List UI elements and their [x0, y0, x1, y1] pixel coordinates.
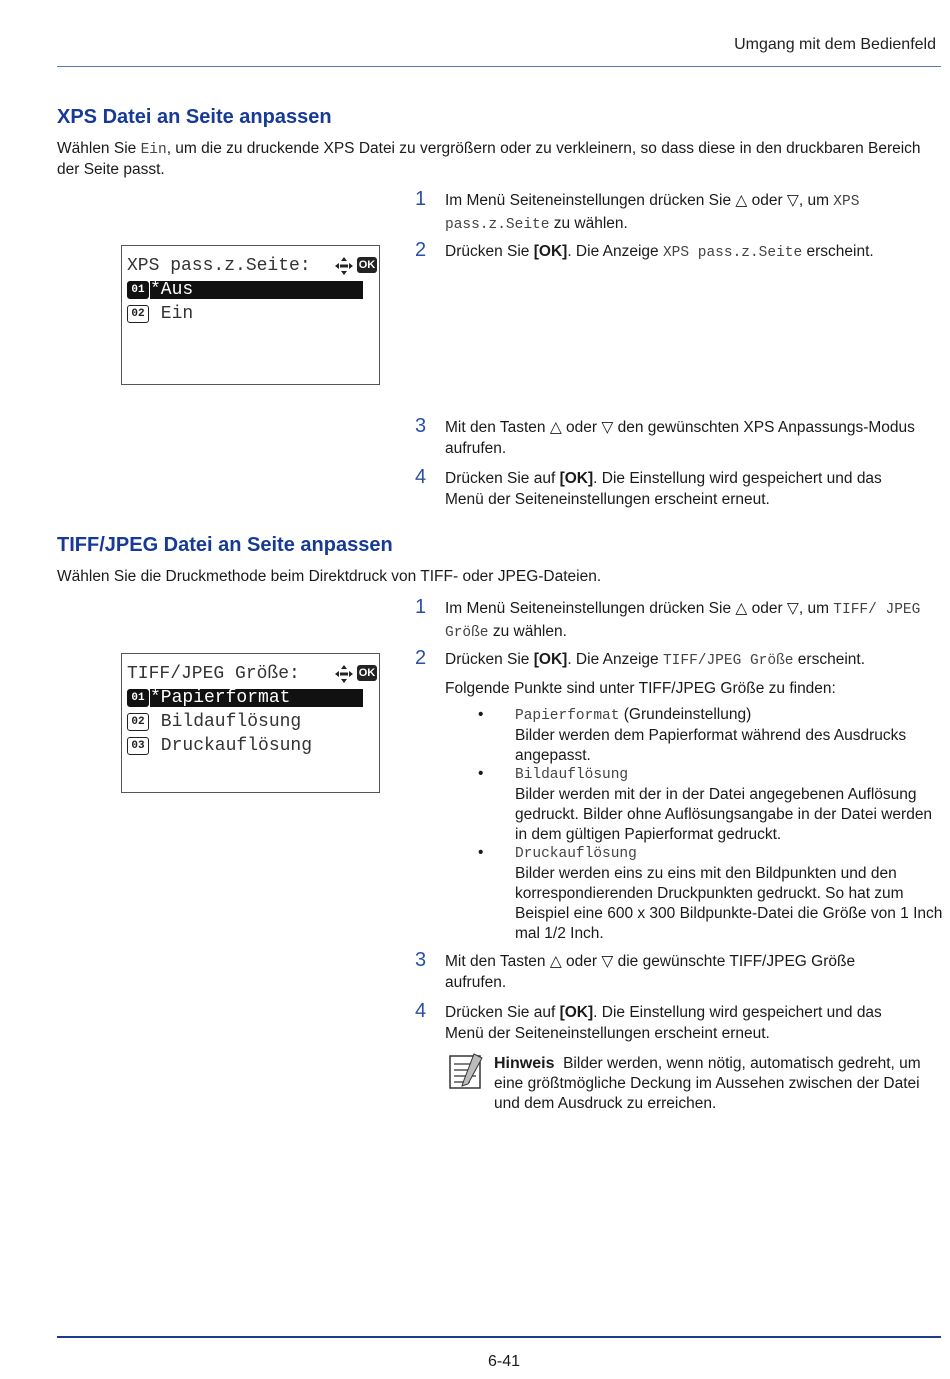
note-icon: [444, 1052, 486, 1095]
lcd-item-number: 02: [127, 713, 149, 731]
lcd-item-number: 01: [127, 281, 149, 299]
lcd-item-selected: *Aus: [150, 281, 363, 299]
lcd-title: TIFF/JPEG Größe:: [127, 664, 300, 684]
xps-intro: Wählen Sie Ein, um die zu druckende XPS Datei zu vergrößern oder zu verkleinern, so dass diese in den druckbaren Bereich der Seite passt.: [57, 140, 921, 178]
section-title-tiff: TIFF/JPEG Datei an Seite anpassen: [57, 534, 393, 556]
arrow-keys-icon: [334, 664, 354, 689]
lcd-item-selected: *Papierformat: [150, 689, 363, 707]
lcd-item: Ein: [150, 304, 194, 324]
lcd-title: XPS pass.z.Seite:: [127, 256, 311, 276]
footer-rule: [57, 1336, 941, 1338]
lcd-item: Bildauflösung: [150, 712, 302, 732]
lcd-display-tiff: [121, 653, 380, 793]
lcd-item-number: 01: [127, 689, 149, 707]
lcd-item-number: 02: [127, 305, 149, 323]
section-title-xps: XPS Datei an Seite anpassen: [57, 106, 332, 128]
header-rule: [57, 66, 941, 67]
lcd-item-number: 03: [127, 737, 149, 755]
page-number: 6-41: [487, 1353, 521, 1370]
tiff-intro: Wählen Sie die Druckmethode beim Direktdruck von TIFF- oder JPEG-Dateien.: [57, 568, 602, 585]
lcd-display-xps: [121, 245, 380, 385]
ok-key-icon: OK: [358, 259, 376, 271]
lcd-item: Druckauflösung: [150, 736, 313, 756]
note-text: Hinweis Bilder werden, wenn nötig, automatisch gedreht, um eine größtmögliche Deckung im Aussehen zwischen der Datei und dem Ausdruck zu erreichen.: [494, 1055, 921, 1112]
running-header: Umgang mit dem Bedienfeld: [734, 36, 936, 53]
ok-key-icon: OK: [358, 667, 376, 679]
arrow-keys-icon: [334, 256, 354, 281]
